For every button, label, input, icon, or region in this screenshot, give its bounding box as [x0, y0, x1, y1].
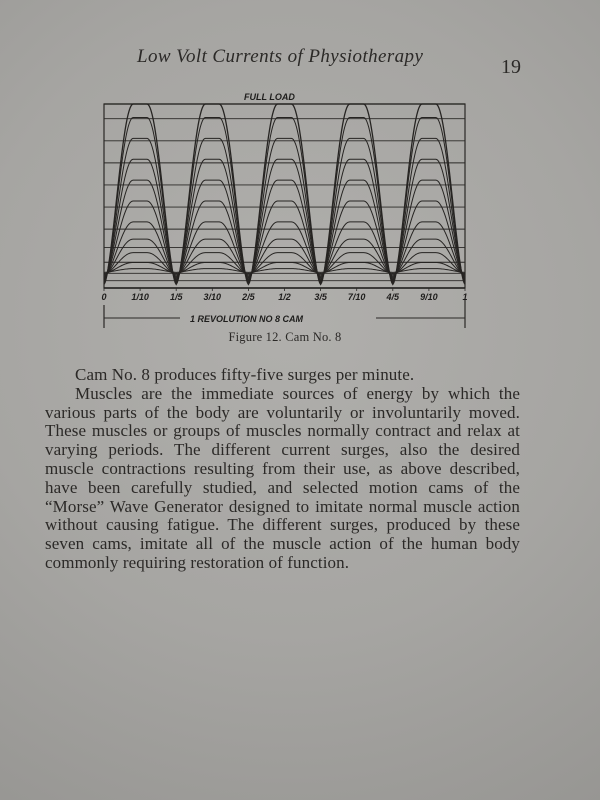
- surge-curve: [104, 239, 465, 276]
- figure-tick-labels: [101, 288, 467, 302]
- paragraph-2: Muscles are the immediate sources of energy by which the various parts of the body are voluntarily or involuntarily moved. These muscles or groups of muscles normally contract and relax at varying periods. The different current surges, also the desired muscle contractions resulting from their use, as above described, have been carefully studied, and selected motion cams of the “Morse” Wave Generator designed to imitate normal muscle action without causing fatigue. The different surges, produced by these seven cams, imitate all of the muscle action of the human body commonly requiring restoration of function.: [45, 383, 520, 572]
- x-tick-label: 2/5: [242, 292, 255, 302]
- surge-curve: [104, 104, 465, 284]
- x-tick-label: 1: [462, 292, 468, 302]
- surge-curve: [104, 262, 465, 273]
- surge-curve: [104, 269, 465, 273]
- x-tick-label: 9/10: [420, 292, 438, 302]
- x-tick-label: 0: [101, 292, 107, 302]
- figure-frame: [104, 104, 465, 288]
- x-tick-label: 1/10: [131, 292, 149, 302]
- surge-curve: [104, 253, 465, 275]
- cam-surge-figure: [98, 92, 478, 332]
- figure-grid: [104, 104, 465, 288]
- surge-curve: [104, 201, 465, 278]
- x-tick-label: 1/2: [278, 292, 291, 302]
- x-tick-label: 3/5: [314, 292, 327, 302]
- x-tick-label: 3/10: [203, 292, 222, 302]
- x-tick-label: 7/10: [347, 292, 366, 302]
- figure-curves: [104, 104, 465, 284]
- revolution-span: [104, 300, 465, 328]
- x-tick-label: 4/5: [386, 292, 400, 302]
- figure-caption: Figure 12. Cam No. 8: [228, 330, 342, 344]
- page-number: 19: [501, 56, 521, 78]
- full-load-label: FULL LOAD: [244, 92, 295, 102]
- running-title: Low Volt Currents of Physiotherapy: [137, 46, 424, 67]
- surge-curve: [104, 180, 465, 279]
- x-tick-label: 1/5: [169, 292, 183, 302]
- paragraph-1: Cam No. 8 produces fifty-five surges per minute.: [75, 365, 415, 384]
- body-text: [45, 366, 520, 573]
- revolution-label: 1 REVOLUTION NO 8 CAM: [190, 314, 304, 324]
